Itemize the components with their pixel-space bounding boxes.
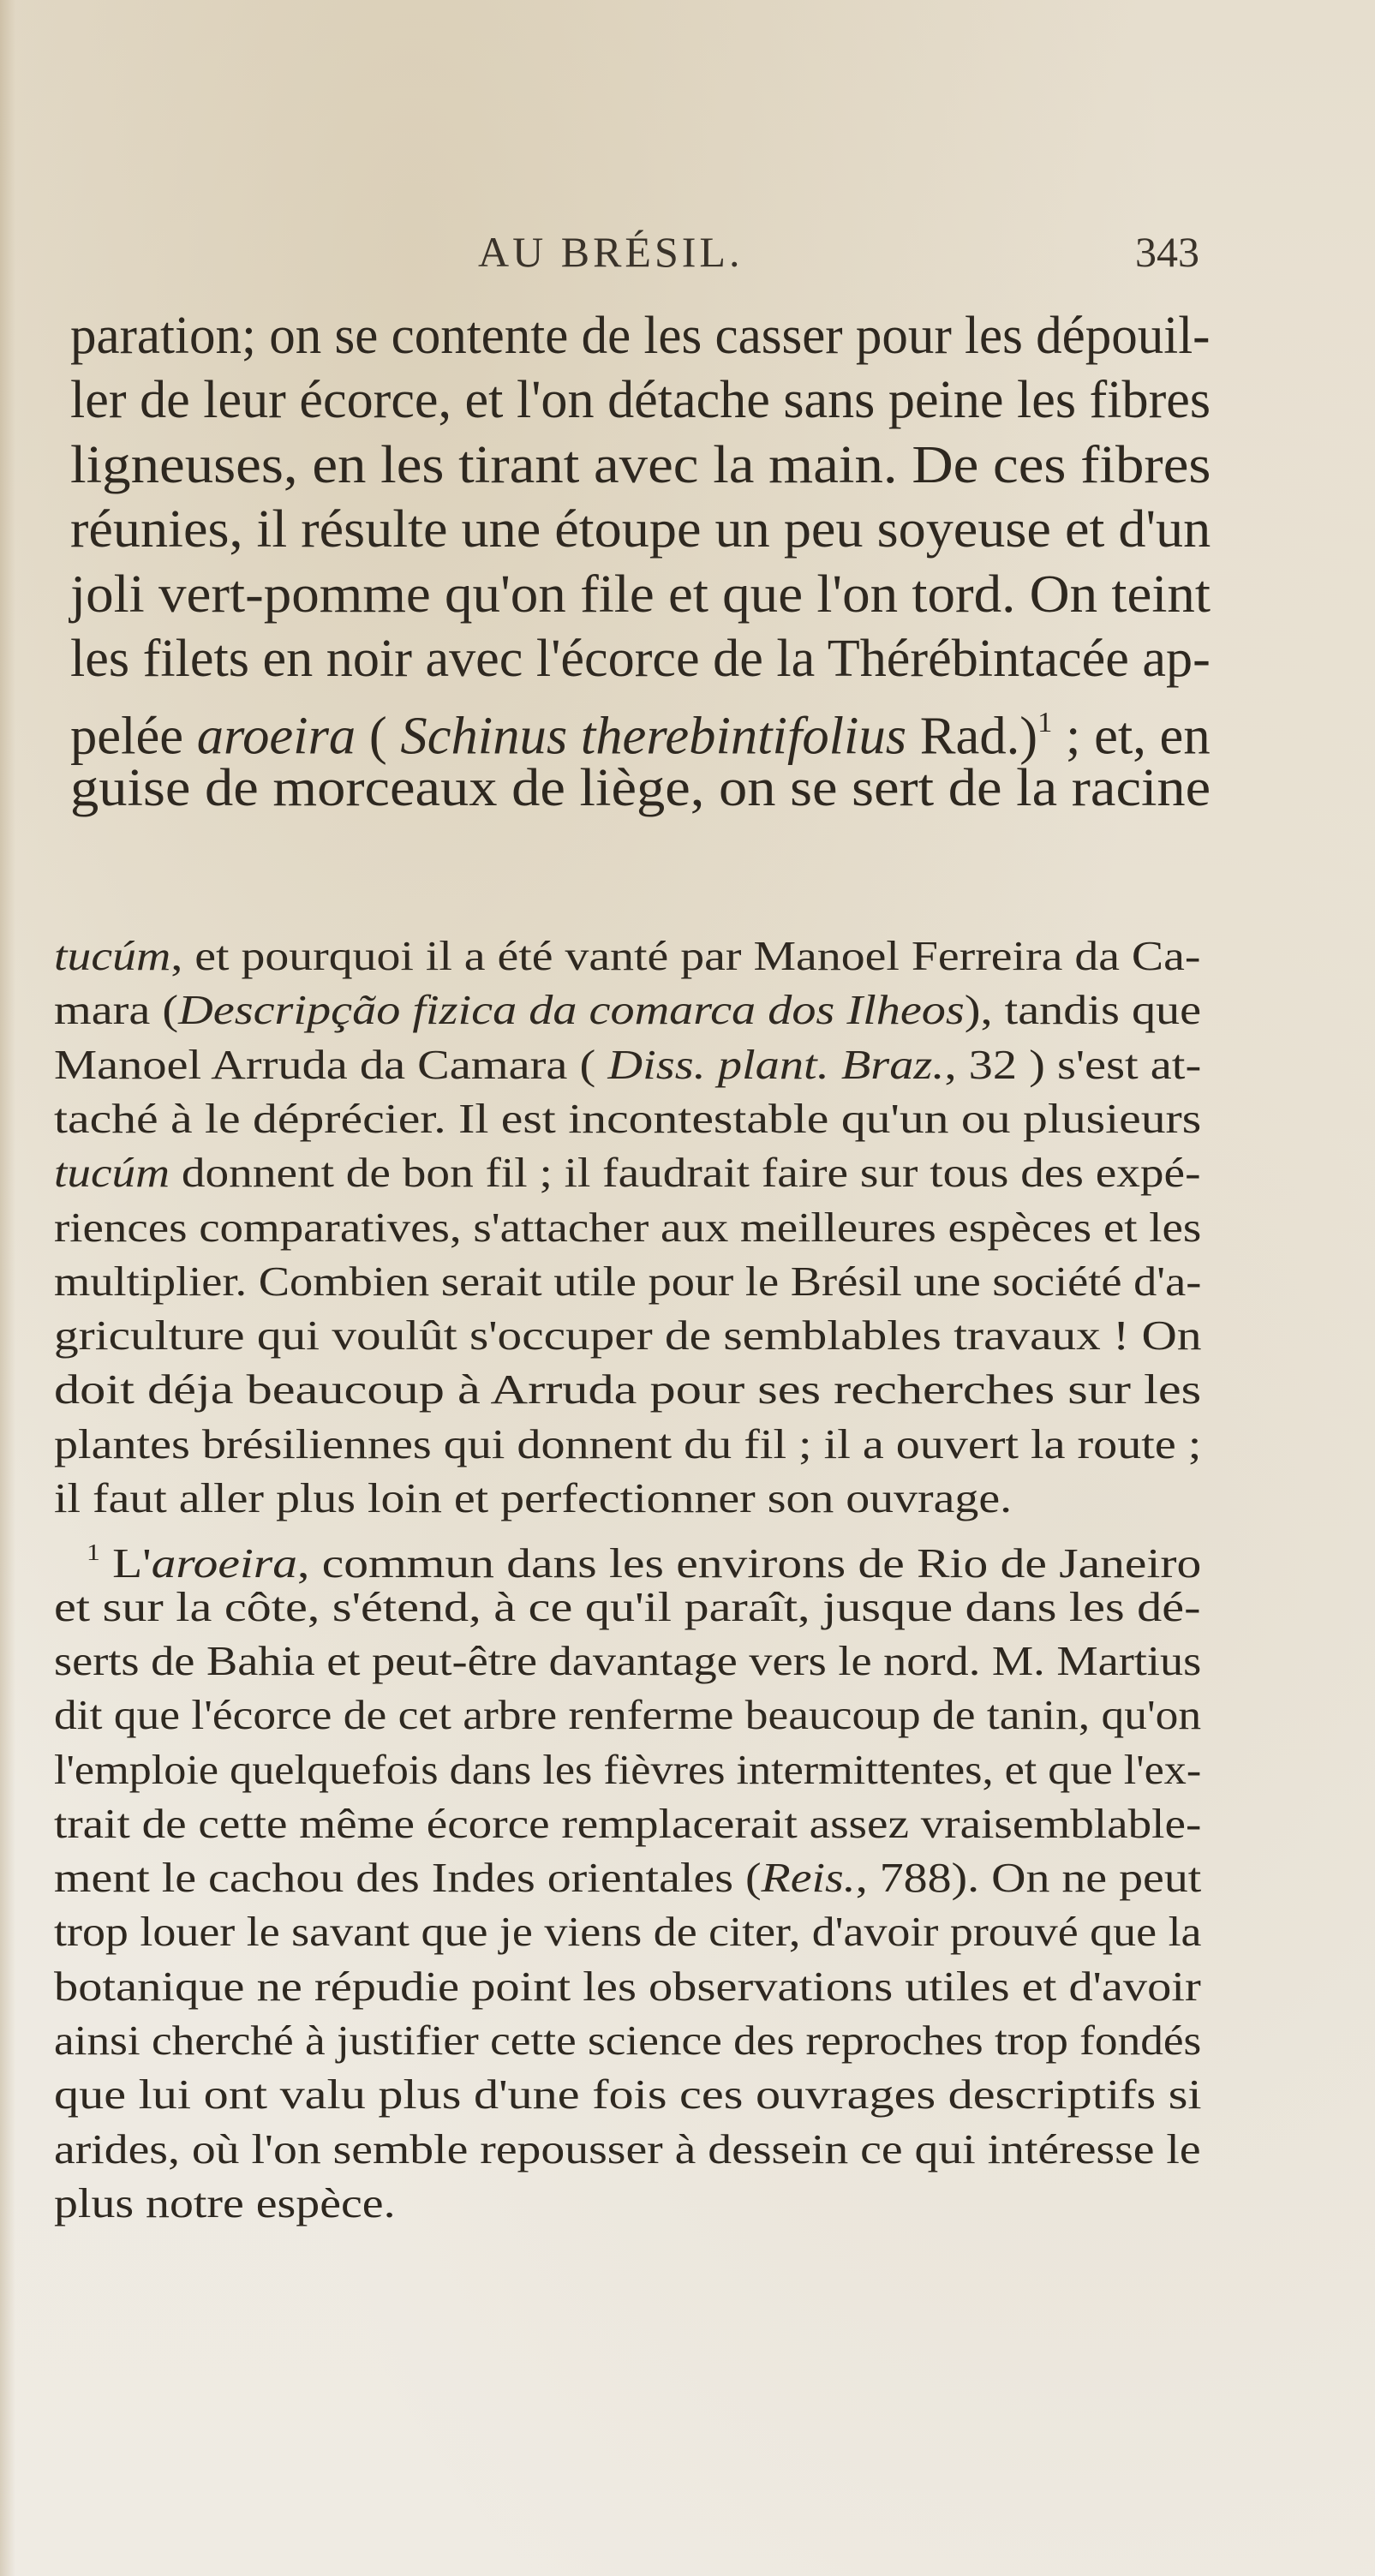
text-run: griculture qui voulût s'occuper de semblables travaux ! On: [54, 1312, 1202, 1360]
italic-text: tucúm: [54, 1149, 170, 1197]
italic-text: Schinus therebintifolius: [400, 707, 907, 766]
text-line: [70, 497, 1211, 562]
text-line: [70, 690, 1211, 766]
footnote-line: [54, 2177, 396, 2230]
footnote-line: [54, 2068, 1202, 2121]
italic-text: aroeira: [151, 1539, 297, 1587]
text-run: Rad.): [906, 707, 1038, 766]
footnote-line: [54, 1581, 1200, 1634]
footnote-line: [54, 1797, 1201, 1850]
text-run: , et pourquoi il a été vanté par Manoel Ferreira da Ca-: [170, 932, 1201, 979]
text-run: réunies, il résulte une étoupe un peu soyeuse et d'un: [70, 500, 1211, 559]
footnote-line: [54, 1418, 1201, 1471]
text-run: ment le cachou des Indes orientales (: [54, 1854, 762, 1902]
text-run: joli vert-pomme qu'on file et que l'on tord. On teint: [70, 565, 1211, 624]
text-line: [70, 303, 1211, 368]
italic-text: Reis.: [761, 1854, 856, 1902]
text-run: Manoel Arruda da Camara (: [54, 1040, 608, 1088]
text-run: L': [99, 1539, 152, 1587]
text-run: il faut aller plus loin et perfectionner son ouvrage.: [54, 1474, 1013, 1521]
text-run: paration; on se contente de les casser pour les dépouil-: [70, 307, 1211, 365]
text-run: guise de morceaux de liège, on se sert de la racine: [70, 758, 1211, 817]
footnote-line: [54, 2123, 1201, 2176]
page-edge-shadow: [0, 0, 15, 2576]
text-line: [70, 562, 1211, 627]
footnote-line: [54, 2014, 1201, 2067]
footnote-line: [54, 1363, 1201, 1416]
text-run: (: [356, 707, 401, 766]
footnote-line: [54, 929, 1200, 983]
footnote-line: [54, 1960, 1201, 2013]
text-run: plus notre espèce.: [54, 2179, 396, 2226]
text-run: botanique ne répudie point les observations utiles et d'avoir: [54, 1962, 1201, 2010]
text-run: riences comparatives, s'attacher aux meilleures espèces et les: [54, 1203, 1202, 1251]
footnote-line: [54, 1635, 1201, 1688]
running-head-title: AU BRÉSIL.: [478, 228, 744, 276]
text-run: , commun dans les environs de Rio de Janeiro: [296, 1539, 1202, 1587]
text-run: pelée: [70, 707, 197, 766]
text-run: trop louer le savant que je viens de citer, d'avoir prouvé que la: [54, 1908, 1202, 1956]
text-line: [70, 433, 1211, 498]
text-run: multiplier. Combien serait utile pour le Brésil une société d'a-: [54, 1257, 1202, 1305]
text-run: arides, où l'on semble repousser à dessein ce qui intéresse le: [54, 2125, 1201, 2173]
text-run: , 32 ) s'est at-: [944, 1040, 1202, 1088]
footnote-marker: 1: [1037, 707, 1053, 739]
text-run: serts de Bahia et peut-être davantage vers le nord. M. Martius: [54, 1636, 1202, 1684]
text-run: ligneuses, en les tirant avec la main. De ces fibres: [70, 435, 1211, 494]
footnote-line: [54, 1146, 1201, 1199]
text-line: [70, 626, 1211, 691]
italic-text: Descripção fizica da comarca dos Ilheos: [178, 986, 965, 1034]
footnote-line: [54, 1688, 1201, 1742]
text-run: doit déja beaucoup à Arruda pour ses recherches sur les: [54, 1366, 1202, 1414]
footnote-line: [87, 1526, 1202, 1587]
footnote-line: [54, 1092, 1201, 1145]
page-number: 343: [1135, 228, 1199, 276]
text-run: donnent de bon fil ; il faudrait faire sur tous des expé-: [170, 1149, 1201, 1197]
footnote-line: [54, 1201, 1201, 1254]
text-run: ainsi cherché à justifier cette science des reproches trop fondés: [54, 2017, 1202, 2064]
text-run: , 788). On ne peut: [855, 1854, 1202, 1902]
footnote-line: [54, 983, 1201, 1037]
footnote-marker: 1: [87, 1539, 100, 1566]
text-run: dit que l'écorce de cet arbre renferme beaucoup de tanin, qu'on: [54, 1691, 1202, 1739]
text-run: que lui ont valu plus d'une fois ces ouvrages descriptifs si: [54, 2071, 1202, 2119]
italic-text: aroeira: [196, 707, 356, 766]
footnote-line: [54, 1309, 1201, 1362]
footnote-line: [54, 1255, 1201, 1308]
text-run: trait de cette même écorce remplacerait assez vraisemblable-: [54, 1799, 1202, 1847]
text-run: ; et, en: [1052, 707, 1211, 766]
footnote-line: [54, 1851, 1201, 1904]
text-line: [70, 756, 1211, 821]
text-run: mara (: [54, 986, 179, 1034]
text-run: plantes brésiliennes qui donnent du fil ; il a ouvert la route ;: [54, 1419, 1202, 1467]
text-run: et sur la côte, s'étend, à ce qu'il paraît, jusque dans les dé-: [54, 1582, 1201, 1630]
footnote-line: [54, 1472, 1012, 1525]
text-run: ler de leur écorce, et l'on détache sans peine les fibres: [70, 371, 1211, 430]
italic-text: tucúm: [54, 932, 171, 979]
text-run: l'emploie quelquefois dans les fièvres intermittentes, et que l'ex-: [54, 1745, 1202, 1793]
footnote-line: [54, 1905, 1202, 1958]
footnote-line: [54, 1038, 1201, 1091]
text-run: ), tandis que: [964, 986, 1202, 1034]
italic-text: Diss. plant. Braz.: [607, 1040, 945, 1088]
text-run: taché à le déprécier. Il est incontestable qu'un ou plusieurs: [54, 1094, 1202, 1142]
text-line: [70, 368, 1211, 433]
footnote-line: [54, 1743, 1201, 1796]
text-run: les filets en noir avec l'écorce de la Thérébintacée ap-: [70, 630, 1211, 688]
